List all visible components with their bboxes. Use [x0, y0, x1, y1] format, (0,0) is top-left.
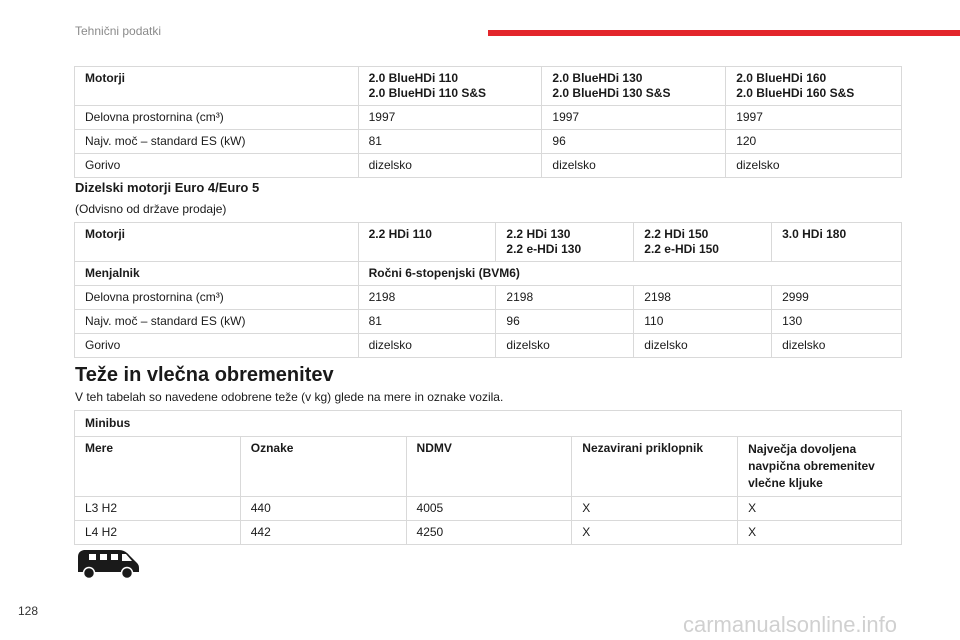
- table-cell: Delovna prostornina (cm³): [75, 286, 359, 310]
- table-row: [75, 497, 902, 521]
- table-row: [75, 154, 902, 178]
- gearbox-row: [75, 262, 902, 286]
- table-cell: 2198: [496, 286, 634, 310]
- header-cell: 2.0 BlueHDi 110 2.0 BlueHDi 110 S&S: [358, 67, 542, 106]
- table-cell: dizelsko: [496, 334, 634, 358]
- table-cell: 96: [542, 130, 726, 154]
- table-cell: L4 H2: [75, 521, 241, 545]
- table-row: [75, 106, 902, 130]
- table-cell: 2198: [358, 286, 496, 310]
- minibus-icon: [75, 545, 141, 581]
- table-cell: Gorivo: [75, 154, 359, 178]
- table-cell: 2999: [772, 286, 902, 310]
- header-cell: Največja dovoljena navpična obremenitev vlečne kljuke: [738, 437, 902, 497]
- bluehdi-engines-table: [74, 66, 902, 178]
- table-cell: 2198: [634, 286, 772, 310]
- table-caption-row: [75, 411, 902, 437]
- table-cell: 81: [358, 130, 542, 154]
- table-cell: Delovna prostornina (cm³): [75, 106, 359, 130]
- table-cell: 442: [240, 521, 406, 545]
- header-cell: 2.2 HDi 130 2.2 e-HDi 130: [496, 223, 634, 262]
- table-cell: 4005: [406, 497, 572, 521]
- table-cell: 110: [634, 310, 772, 334]
- section-note: (Odvisno od države prodaje): [75, 202, 227, 216]
- header-cell: Motorji: [75, 67, 359, 106]
- table-cell: 1997: [542, 106, 726, 130]
- header-cell: Nezavirani priklopnik: [572, 437, 738, 497]
- table-cell: X: [738, 497, 902, 521]
- section-title: Teže in vlečna obremenitev: [75, 364, 334, 386]
- table-cell: dizelsko: [542, 154, 726, 178]
- gearbox-label: Menjalnik: [75, 262, 359, 286]
- table-cell: 1997: [358, 106, 542, 130]
- table-row: [75, 310, 902, 334]
- table-cell: X: [738, 521, 902, 545]
- header-cell: 3.0 HDi 180: [772, 223, 902, 262]
- table-cell: Gorivo: [75, 334, 359, 358]
- table-cell: X: [572, 521, 738, 545]
- header-cell: 2.2 HDi 110: [358, 223, 496, 262]
- header-cell: 2.0 BlueHDi 160 2.0 BlueHDi 160 S&S: [726, 67, 902, 106]
- table-cell: dizelsko: [358, 334, 496, 358]
- header-cell: Motorji: [75, 223, 359, 262]
- table-cell: Najv. moč – standard ES (kW): [75, 130, 359, 154]
- table-cell: dizelsko: [726, 154, 902, 178]
- table-cell: dizelsko: [634, 334, 772, 358]
- section-description: V teh tabelah so navedene odobrene teže (v kg) glede na mere in oznake vozila.: [75, 390, 504, 404]
- header-cell: 2.2 HDi 150 2.2 e-HDi 150: [634, 223, 772, 262]
- hdi-engines-table: [74, 222, 902, 358]
- table-cell: 96: [496, 310, 634, 334]
- gearbox-value: Ročni 6-stopenjski (BVM6): [358, 262, 901, 286]
- section-subtitle: Dizelski motorji Euro 4/Euro 5: [75, 180, 260, 195]
- watermark: carmanualsonline.info: [683, 612, 898, 637]
- weights-table: [74, 410, 902, 545]
- header-cell: 2.0 BlueHDi 130 2.0 BlueHDi 130 S&S: [542, 67, 726, 106]
- table-cell: Najv. moč – standard ES (kW): [75, 310, 359, 334]
- header-red-bar: [488, 30, 960, 36]
- page-number: 128: [18, 604, 39, 618]
- header-cell: Oznake: [240, 437, 406, 497]
- table-cell: L3 H2: [75, 497, 241, 521]
- header-cell: NDMV: [406, 437, 572, 497]
- table-header-row: [75, 67, 902, 106]
- table-header-row: [75, 223, 902, 262]
- header-cell: Mere: [75, 437, 241, 497]
- table-cell: 81: [358, 310, 496, 334]
- table-cell: dizelsko: [772, 334, 902, 358]
- table-cell: 440: [240, 497, 406, 521]
- table-row: [75, 130, 902, 154]
- table-caption: Minibus: [75, 411, 902, 437]
- table-row: [75, 521, 902, 545]
- table-row: [75, 286, 902, 310]
- table-header-row: [75, 437, 902, 497]
- table-cell: 130: [772, 310, 902, 334]
- table-row: [75, 334, 902, 358]
- table-cell: dizelsko: [358, 154, 542, 178]
- table-cell: X: [572, 497, 738, 521]
- table-cell: 4250: [406, 521, 572, 545]
- table-cell: 1997: [726, 106, 902, 130]
- header-title: Tehnični podatki: [75, 24, 162, 38]
- table-cell: 120: [726, 130, 902, 154]
